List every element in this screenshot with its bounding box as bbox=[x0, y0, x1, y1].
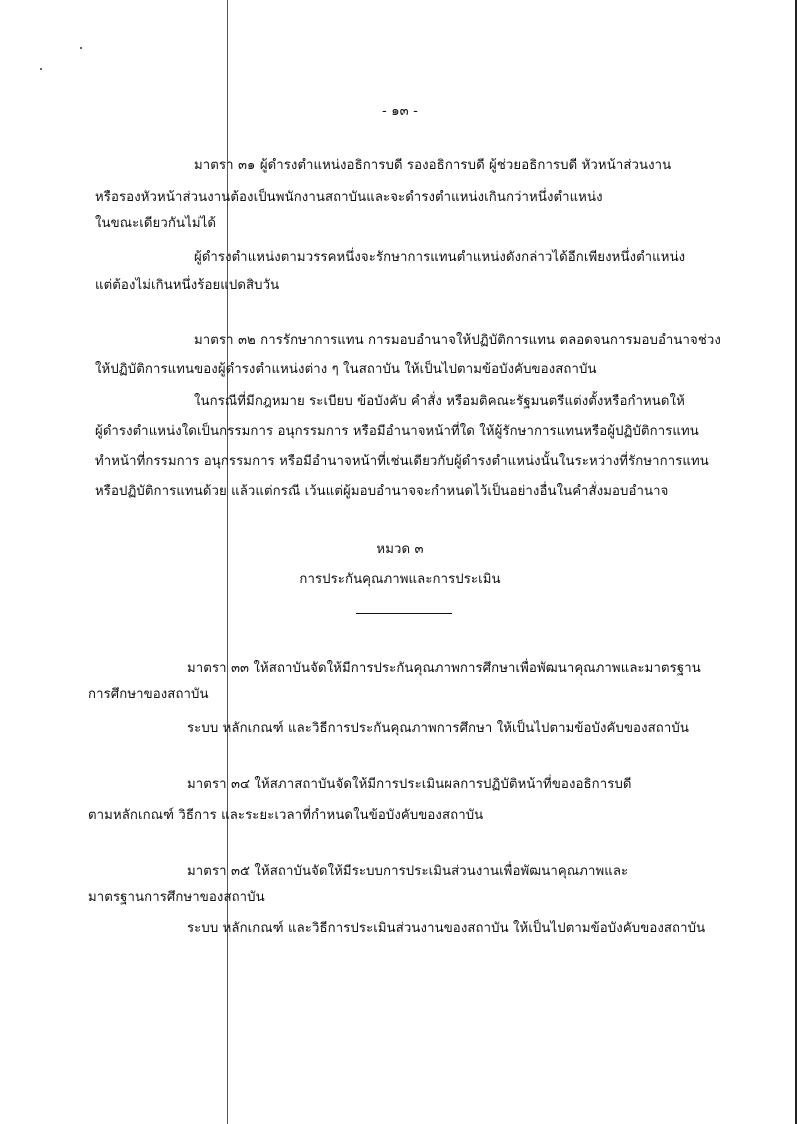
chapter-title: การประกันคุณภาพและการประเมิน bbox=[299, 572, 501, 587]
section-33-para2-line-1: ระบบ หลักเกณฑ์ และวิธีการประกันคุณภาพการศึกษา ให้เป็นไปตามข้อบังคับของสถาบัน bbox=[187, 721, 689, 736]
section-32-line-2: ให้ปฏิบัติการแทนของผู้ดำรงตำแหน่งต่าง ๆ ในสถาบัน ให้เป็นไปตามข้อบังคับของสถาบัน bbox=[95, 362, 597, 377]
section-34-line-1: มาตรา ๓๔ ให้สภาสถาบันจัดให้มีการประเมินผลการปฏิบัติหน้าที่ของอธิการบดี bbox=[187, 777, 632, 792]
page-number: - ๑๓ - bbox=[382, 104, 418, 119]
section-32-para2-line-3: ทำหน้าที่กรรมการ อนุกรรมการ หรือมีอำนาจหน้าที่เช่นเดียวกับผู้ดำรงตำแหน่งนั้นในระหว่างที่รักษาการแทน bbox=[95, 454, 709, 469]
section-31-line-2: หรือรองหัวหน้าส่วนงานต้องเป็นพนักงานสถาบันและจะดำรงตำแหน่งเกินกว่าหนึ่งตำแหน่ง bbox=[95, 190, 603, 205]
section-31-para2-line-1: ผู้ดำรงตำแหน่งตามวรรคหนึ่งจะรักษาการแทนตำแหน่งดังกล่าวได้อีกเพียงหนึ่งตำแหน่ง bbox=[194, 250, 686, 265]
chapter-heading: หมวด ๓ bbox=[376, 542, 424, 557]
section-34-line-2: ตามหลักเกณฑ์ วิธีการ และระยะเวลาที่กำหนดในข้อบังคับของสถาบัน bbox=[88, 808, 484, 823]
scan-page-edge bbox=[795, 0, 797, 1124]
section-33-line-1: มาตรา ๓๓ ให้สถาบันจัดให้มีการประกันคุณภาพการศึกษาเพื่อพัฒนาคุณภาพและมาตรฐาน bbox=[187, 661, 701, 676]
section-33-line-2: การศึกษาของสถาบัน bbox=[88, 687, 209, 702]
section-31-line-1: มาตรา ๓๑ ผู้ดำรงตำแหน่งอธิการบดี รองอธิการบดี ผู้ช่วยอธิการบดี หัวหน้าส่วนงาน bbox=[194, 158, 672, 173]
section-35-line-1: มาตรา ๓๕ ให้สถาบันจัดให้มีระบบการประเมินส่วนงานเพื่อพัฒนาคุณภาพและ bbox=[187, 864, 629, 879]
section-32-para2-line-2: ผู้ดำรงตำแหน่งใดเป็นกรรมการ อนุกรรมการ หรือมีอำนาจหน้าที่ใด ให้ผู้รักษาการแทนหรือผู้ปฏิบัติการแทน bbox=[95, 424, 699, 439]
scan-speck bbox=[40, 68, 42, 70]
section-35-para2-line-1: ระบบ หลักเกณฑ์ และวิธีการประเมินส่วนงานของสถาบัน ให้เป็นไปตามข้อบังคับของสถาบัน bbox=[187, 921, 706, 936]
section-32-para2-line-4: หรือปฏิบัติการแทนด้วย แล้วแต่กรณี เว้นแต่ผู้มอบอำนาจจะกำหนดไว้เป็นอย่างอื่นในคำสั่งมอบอำนาจ bbox=[95, 484, 669, 499]
section-32-line-1: มาตรา ๓๒ การรักษาการแทน การมอบอำนาจให้ปฏิบัติการแทน ตลอดจนการมอบอำนาจช่วง bbox=[194, 333, 721, 348]
section-31-line-3: ในขณะเดียวกันไม่ได้ bbox=[95, 216, 217, 231]
section-31-para2-line-2: แต่ต้องไม่เกินหนึ่งร้อยแปดสิบวัน bbox=[95, 278, 280, 293]
scan-speck bbox=[80, 47, 82, 49]
chapter-divider bbox=[356, 613, 452, 614]
section-35-line-2: มาตรฐานการศึกษาของสถาบัน bbox=[88, 890, 265, 905]
section-32-para2-line-1: ในกรณีที่มีกฎหมาย ระเบียบ ข้อบังคับ คำสั่ง หรือมติคณะรัฐมนตรีแต่งตั้งหรือกำหนดให้ bbox=[194, 394, 685, 409]
